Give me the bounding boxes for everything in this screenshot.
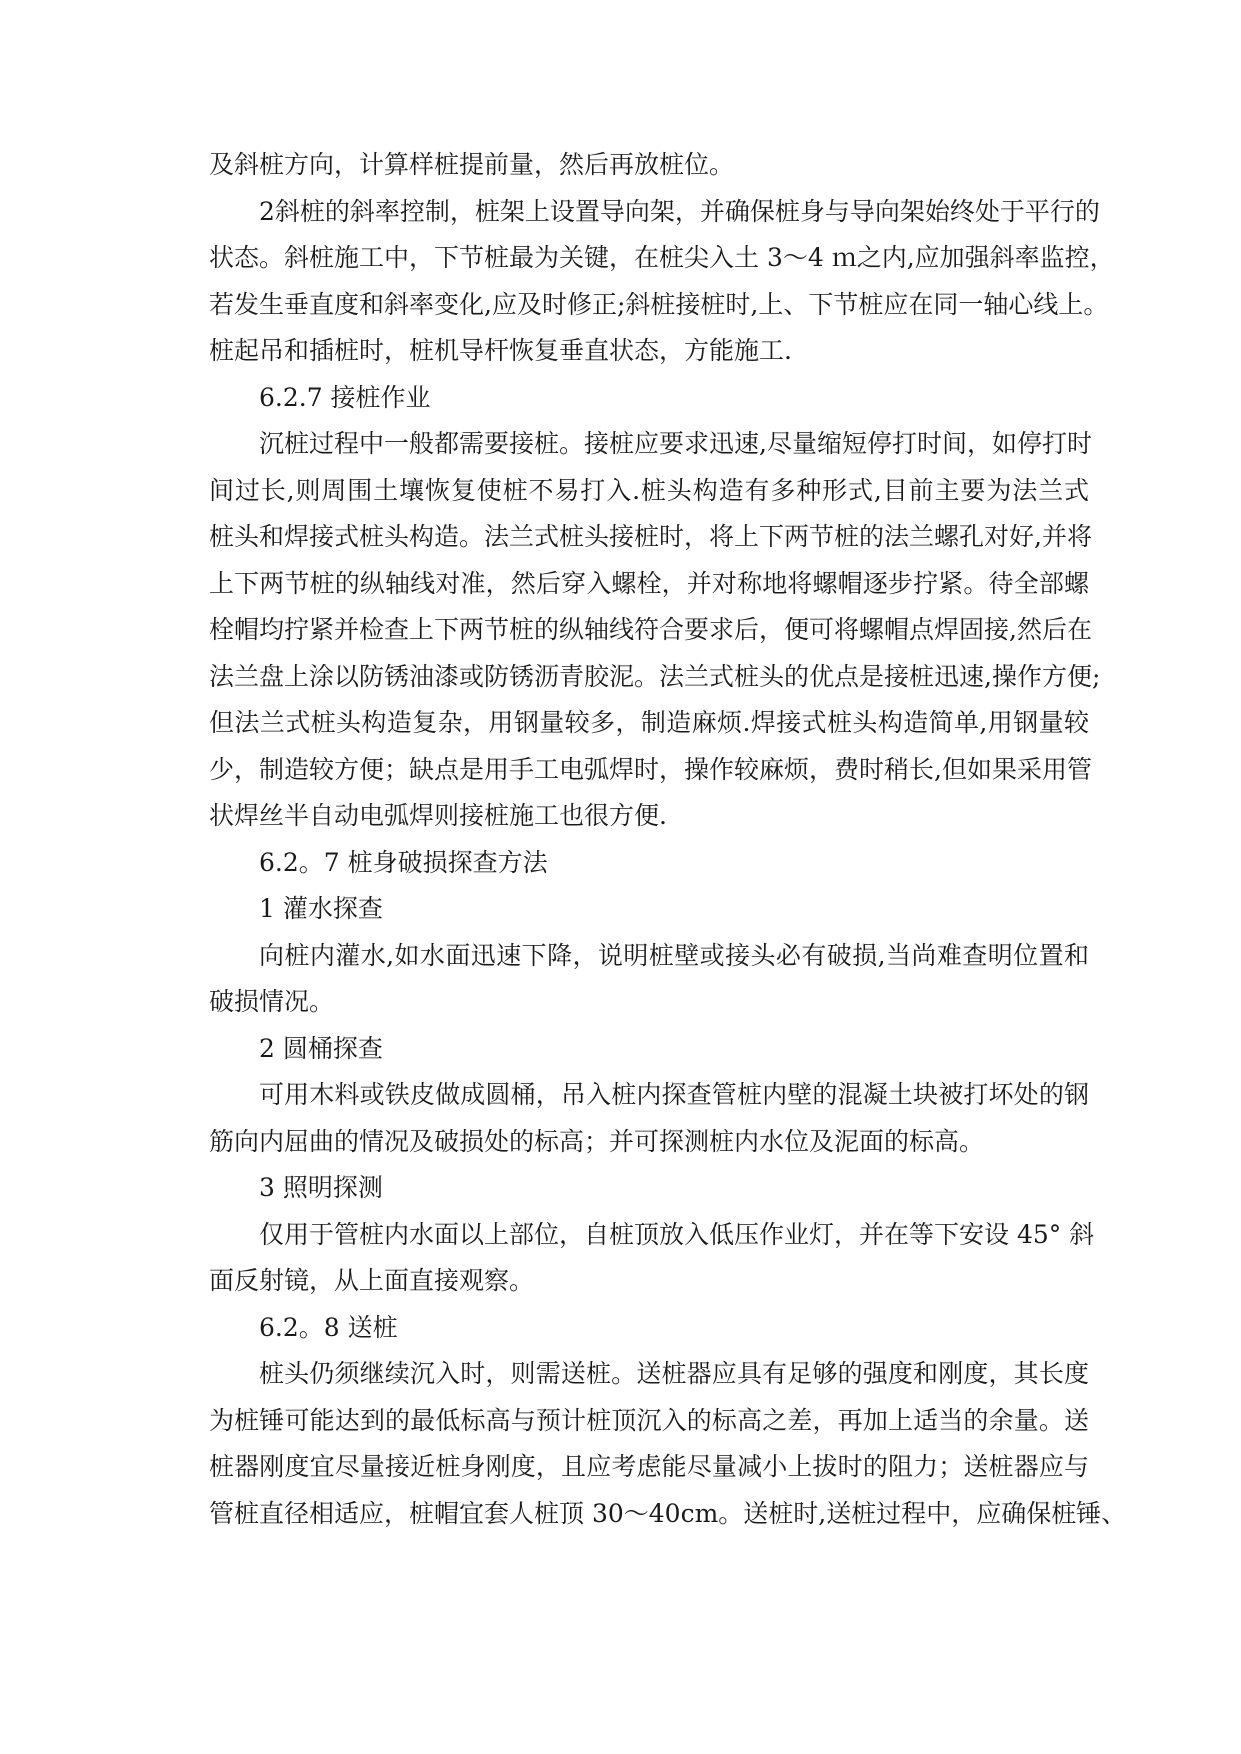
paragraph-line: 管桩直径相适应，桩帽宜套人桩顶 30～40cm。送桩时,送桩过程中，应确保桩锤、	[209, 1498, 1127, 1528]
section-heading: 6.2。8 送桩	[259, 1312, 398, 1342]
body-text	[209, 142, 1127, 1537]
paragraph-line: 破损情况。	[209, 987, 335, 1016]
section-heading: 6.2。7 桩身破损探查方法	[259, 847, 548, 877]
paragraph-line: 及斜桩方向，计算样桩提前量，然后再放桩位。	[209, 150, 735, 179]
paragraph-line: 桩头和焊接式桩头构造。法兰式桩头接桩时，将上下两节桩的法兰螺孔对好,并将	[209, 522, 1092, 551]
paragraph-line: 桩器刚度宜尽量接近桩身刚度，且应考虑能尽量减小上拔时的阻力；送桩器应与	[209, 1452, 1089, 1481]
paragraph-line: 状态。斜桩施工中，下节桩最为关键，在桩尖入土 3～4 ｍ之内,应加强斜率监控，	[209, 243, 1115, 272]
paragraph-line: 栓帽均拧紧并检查上下两节桩的纵轴线符合要求后，便可将螺帽点焊固接,然后在	[209, 615, 1092, 644]
paragraph-line: 为桩锤可能达到的最低标高与预计桩顶沉入的标高之差，再加上适当的余量。送	[209, 1405, 1089, 1435]
paragraph-line: 可用木料或铁皮做成圆桶，吊入桩内探查管桩内壁的混凝土块被打坏处的钢	[259, 1080, 1089, 1109]
paragraph-line: 少，制造较方便；缺点是用手工电弧焊时，操作较麻烦，费时稍长,但如果采用管	[209, 754, 1092, 784]
paragraph-line: 面反射镜，从上面直接观察。	[209, 1266, 535, 1295]
paragraph-line: 间过长,则周围土壤恢复使桩不易打入.桩头构造有多种形式,目前主要为法兰式	[209, 475, 1089, 505]
paragraph-line: 状焊丝半自动电弧焊则接桩施工也很方便.	[209, 801, 667, 830]
paragraph-line: 桩头仍须继续沉入时，则需送桩。送桩器应具有足够的强度和刚度，其长度	[259, 1359, 1089, 1388]
subsection-heading: 3 照明探测	[259, 1173, 383, 1202]
section-heading: 6.2.7 接桩作业	[259, 382, 431, 412]
paragraph-line: 沉桩过程中一般都需要接桩。接桩应要求迅速,尽量缩短停打时间，如停打时	[259, 429, 1092, 458]
paragraph-line: 向桩内灌水,如水面迅速下降，说明桩壁或接头必有破损,当尚难查明位置和	[259, 940, 1089, 970]
paragraph-line: 但法兰式桩头构造复杂，用钢量较多，制造麻烦.焊接式桩头构造简单,用钢量较	[209, 708, 1089, 737]
subsection-heading: 2 圆桶探查	[259, 1033, 383, 1063]
paragraph-line: 若发生垂直度和斜率变化,应及时修正;斜桩接桩时,上、下节桩应在同一轴心线上。	[209, 289, 1109, 319]
paragraph-line: 筋向内屈曲的情况及破损处的标高；并可探测桩内水位及泥面的标高。	[209, 1126, 985, 1156]
paragraph-line: 仅用于管桩内水面以上部位，自桩顶放入低压作业灯，并在等下安设 45° 斜	[259, 1219, 1095, 1249]
subsection-heading: 1 灌水探查	[259, 894, 383, 923]
paragraph-line: 上下两节桩的纵轴线对准，然后穿入螺栓，并对称地将螺帽逐步拧紧。待全部螺	[209, 568, 1089, 598]
paragraph-line: 2斜桩的斜率控制，桩架上设置导向架，并确保桩身与导向架始终处于平行的	[259, 196, 1100, 226]
paragraph-line: 法兰盘上涂以防锈油漆或防锈沥青胶泥。法兰式桩头的优点是接桩迅速,操作方便;	[209, 661, 1101, 691]
paragraph-line: 桩起吊和插桩时，桩机导杆恢复垂直状态，方能施工.	[209, 336, 792, 365]
